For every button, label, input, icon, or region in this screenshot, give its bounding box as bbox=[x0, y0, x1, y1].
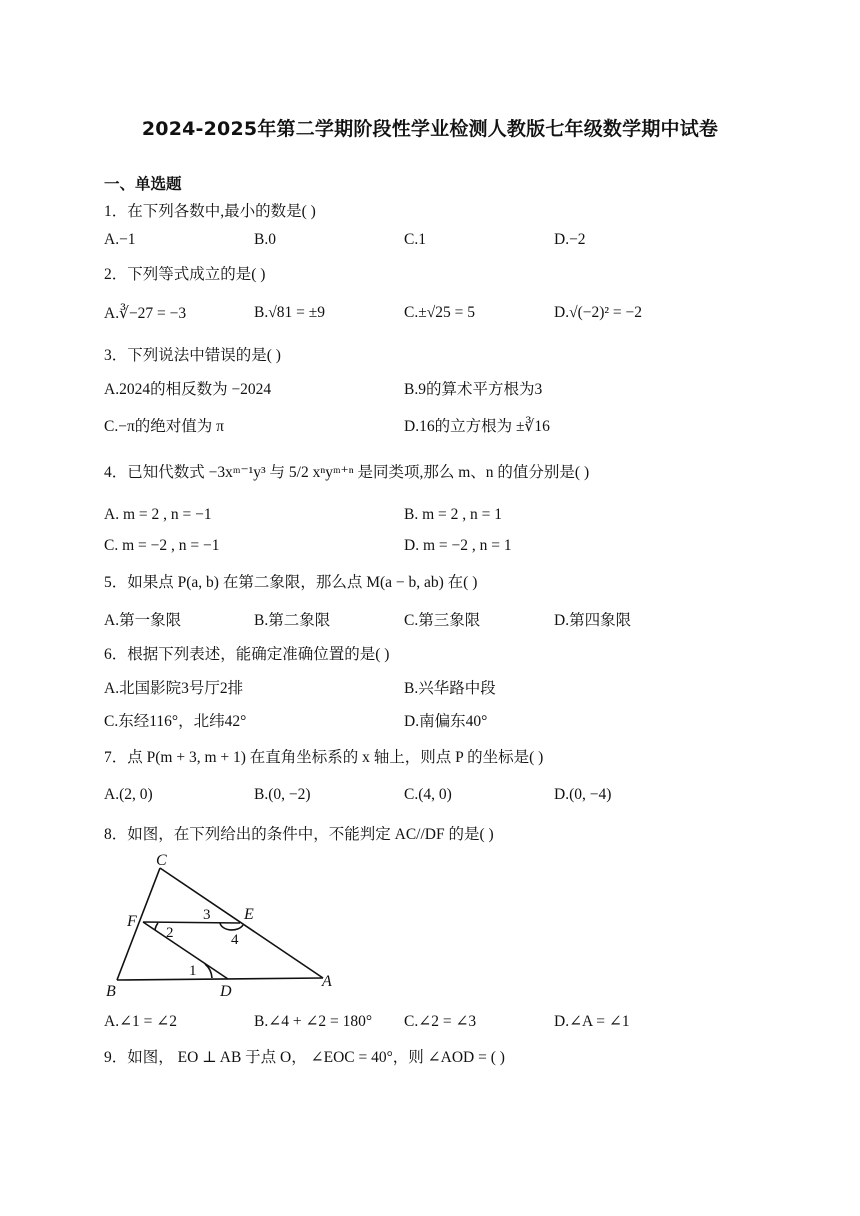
q8-option-d[interactable]: D.∠A = ∠1 bbox=[554, 1013, 630, 1030]
line-FD bbox=[143, 922, 228, 979]
question-2: 2．下列等式成立的是( ) bbox=[104, 266, 266, 283]
angle-label-1: 1 bbox=[189, 963, 197, 979]
q5-option-b[interactable]: B.第二象限 bbox=[254, 612, 331, 629]
q6-option-b[interactable]: B.兴华路中段 bbox=[404, 680, 496, 697]
point-label-B: B bbox=[106, 983, 116, 1000]
q7-option-a[interactable]: A.(2, 0) bbox=[104, 786, 153, 803]
q5-option-a[interactable]: A.第一象限 bbox=[104, 612, 182, 629]
q5-option-c[interactable]: C.第三象限 bbox=[404, 612, 481, 629]
q2-option-a[interactable]: A.∛−27 = −3 bbox=[104, 305, 187, 322]
q3-option-b[interactable]: B.9的算术平方根为3 bbox=[404, 381, 543, 398]
angle-label-3: 3 bbox=[203, 907, 211, 923]
point-label-C: C bbox=[156, 852, 167, 869]
q6-option-a[interactable]: A.北国影院3号厅2排 bbox=[104, 680, 244, 697]
q3-option-c[interactable]: C.−π的绝对值为 π bbox=[104, 418, 224, 435]
question-6: 6．根据下列表述，能确定准确位置的是( ) bbox=[104, 646, 390, 663]
q4-option-d[interactable]: D. m = −2 , n = 1 bbox=[404, 537, 512, 554]
question-4: 4．已知代数式 −3xᵐ⁻¹y³ 与 5/2 xⁿyᵐ⁺ⁿ 是同类项,那么 m、n 的值分别是( ) bbox=[104, 464, 590, 481]
q3-option-d[interactable]: D.16的立方根为 ±∛16 bbox=[404, 418, 550, 435]
q2-option-d[interactable]: D.√(−2)² = −2 bbox=[554, 304, 643, 321]
line-CB bbox=[117, 868, 160, 980]
q8-option-b[interactable]: B.∠4 + ∠2 = 180° bbox=[254, 1013, 373, 1030]
q1-option-b[interactable]: B.0 bbox=[254, 231, 276, 248]
point-label-E: E bbox=[244, 906, 254, 923]
q4-option-a[interactable]: A. m = 2 , n = −1 bbox=[104, 506, 212, 523]
q5-option-d[interactable]: D.第四象限 bbox=[554, 612, 632, 629]
angle-label-2: 2 bbox=[166, 925, 174, 941]
q2-option-c[interactable]: C.±√25 = 5 bbox=[404, 304, 475, 321]
angle-4-arc bbox=[220, 923, 243, 930]
point-label-D: D bbox=[220, 983, 232, 1000]
q1-option-d[interactable]: D.−2 bbox=[554, 231, 586, 248]
question-1: 1．在下列各数中,最小的数是( ) bbox=[104, 203, 316, 220]
section-heading: 一、单选题 bbox=[104, 175, 182, 193]
question-5: 5．如果点 P(a, b) 在第二象限，那么点 M(a − b, ab) 在( ) bbox=[104, 574, 478, 591]
q1-option-a[interactable]: A.−1 bbox=[104, 231, 136, 248]
geometry-figure-q8 bbox=[100, 852, 350, 1002]
point-label-F: F bbox=[127, 913, 137, 930]
q4-option-b[interactable]: B. m = 2 , n = 1 bbox=[404, 506, 503, 523]
q8-option-c[interactable]: C.∠2 = ∠3 bbox=[404, 1013, 477, 1030]
angle-2-arc bbox=[155, 923, 158, 930]
q6-option-c[interactable]: C.东经116°，北纬42° bbox=[104, 713, 247, 730]
exam-title: 2024-2025年第二学期阶段性学业检测人教版七年级数学期中试卷 bbox=[141, 118, 719, 140]
angle-label-4: 4 bbox=[231, 932, 239, 948]
question-3: 3．下列说法中错误的是( ) bbox=[104, 347, 281, 364]
point-label-A: A bbox=[322, 973, 332, 990]
q7-option-b[interactable]: B.(0, −2) bbox=[254, 786, 311, 803]
q4-option-c[interactable]: C. m = −2 , n = −1 bbox=[104, 537, 220, 554]
question-9: 9．如图， EO ⊥ AB 于点 O， ∠EOC = 40°，则 ∠AOD = ( ) bbox=[104, 1049, 505, 1066]
question-8: 8．如图，在下列给出的条件中，不能判定 AC//DF 的是( ) bbox=[104, 826, 494, 843]
q3-option-a[interactable]: A.2024的相反数为 −2024 bbox=[104, 381, 272, 398]
q7-option-c[interactable]: C.(4, 0) bbox=[404, 786, 452, 803]
line-BA bbox=[117, 978, 323, 980]
q7-option-d[interactable]: D.(0, −4) bbox=[554, 786, 612, 803]
q8-option-a[interactable]: A.∠1 = ∠2 bbox=[104, 1013, 178, 1030]
q6-option-d[interactable]: D.南偏东40° bbox=[404, 713, 488, 730]
q1-option-c[interactable]: C.1 bbox=[404, 231, 426, 248]
question-7: 7．点 P(m + 3, m + 1) 在直角坐标系的 x 轴上，则点 P 的坐标是( ) bbox=[104, 749, 544, 766]
q2-option-b[interactable]: B.√81 = ±9 bbox=[254, 304, 325, 321]
